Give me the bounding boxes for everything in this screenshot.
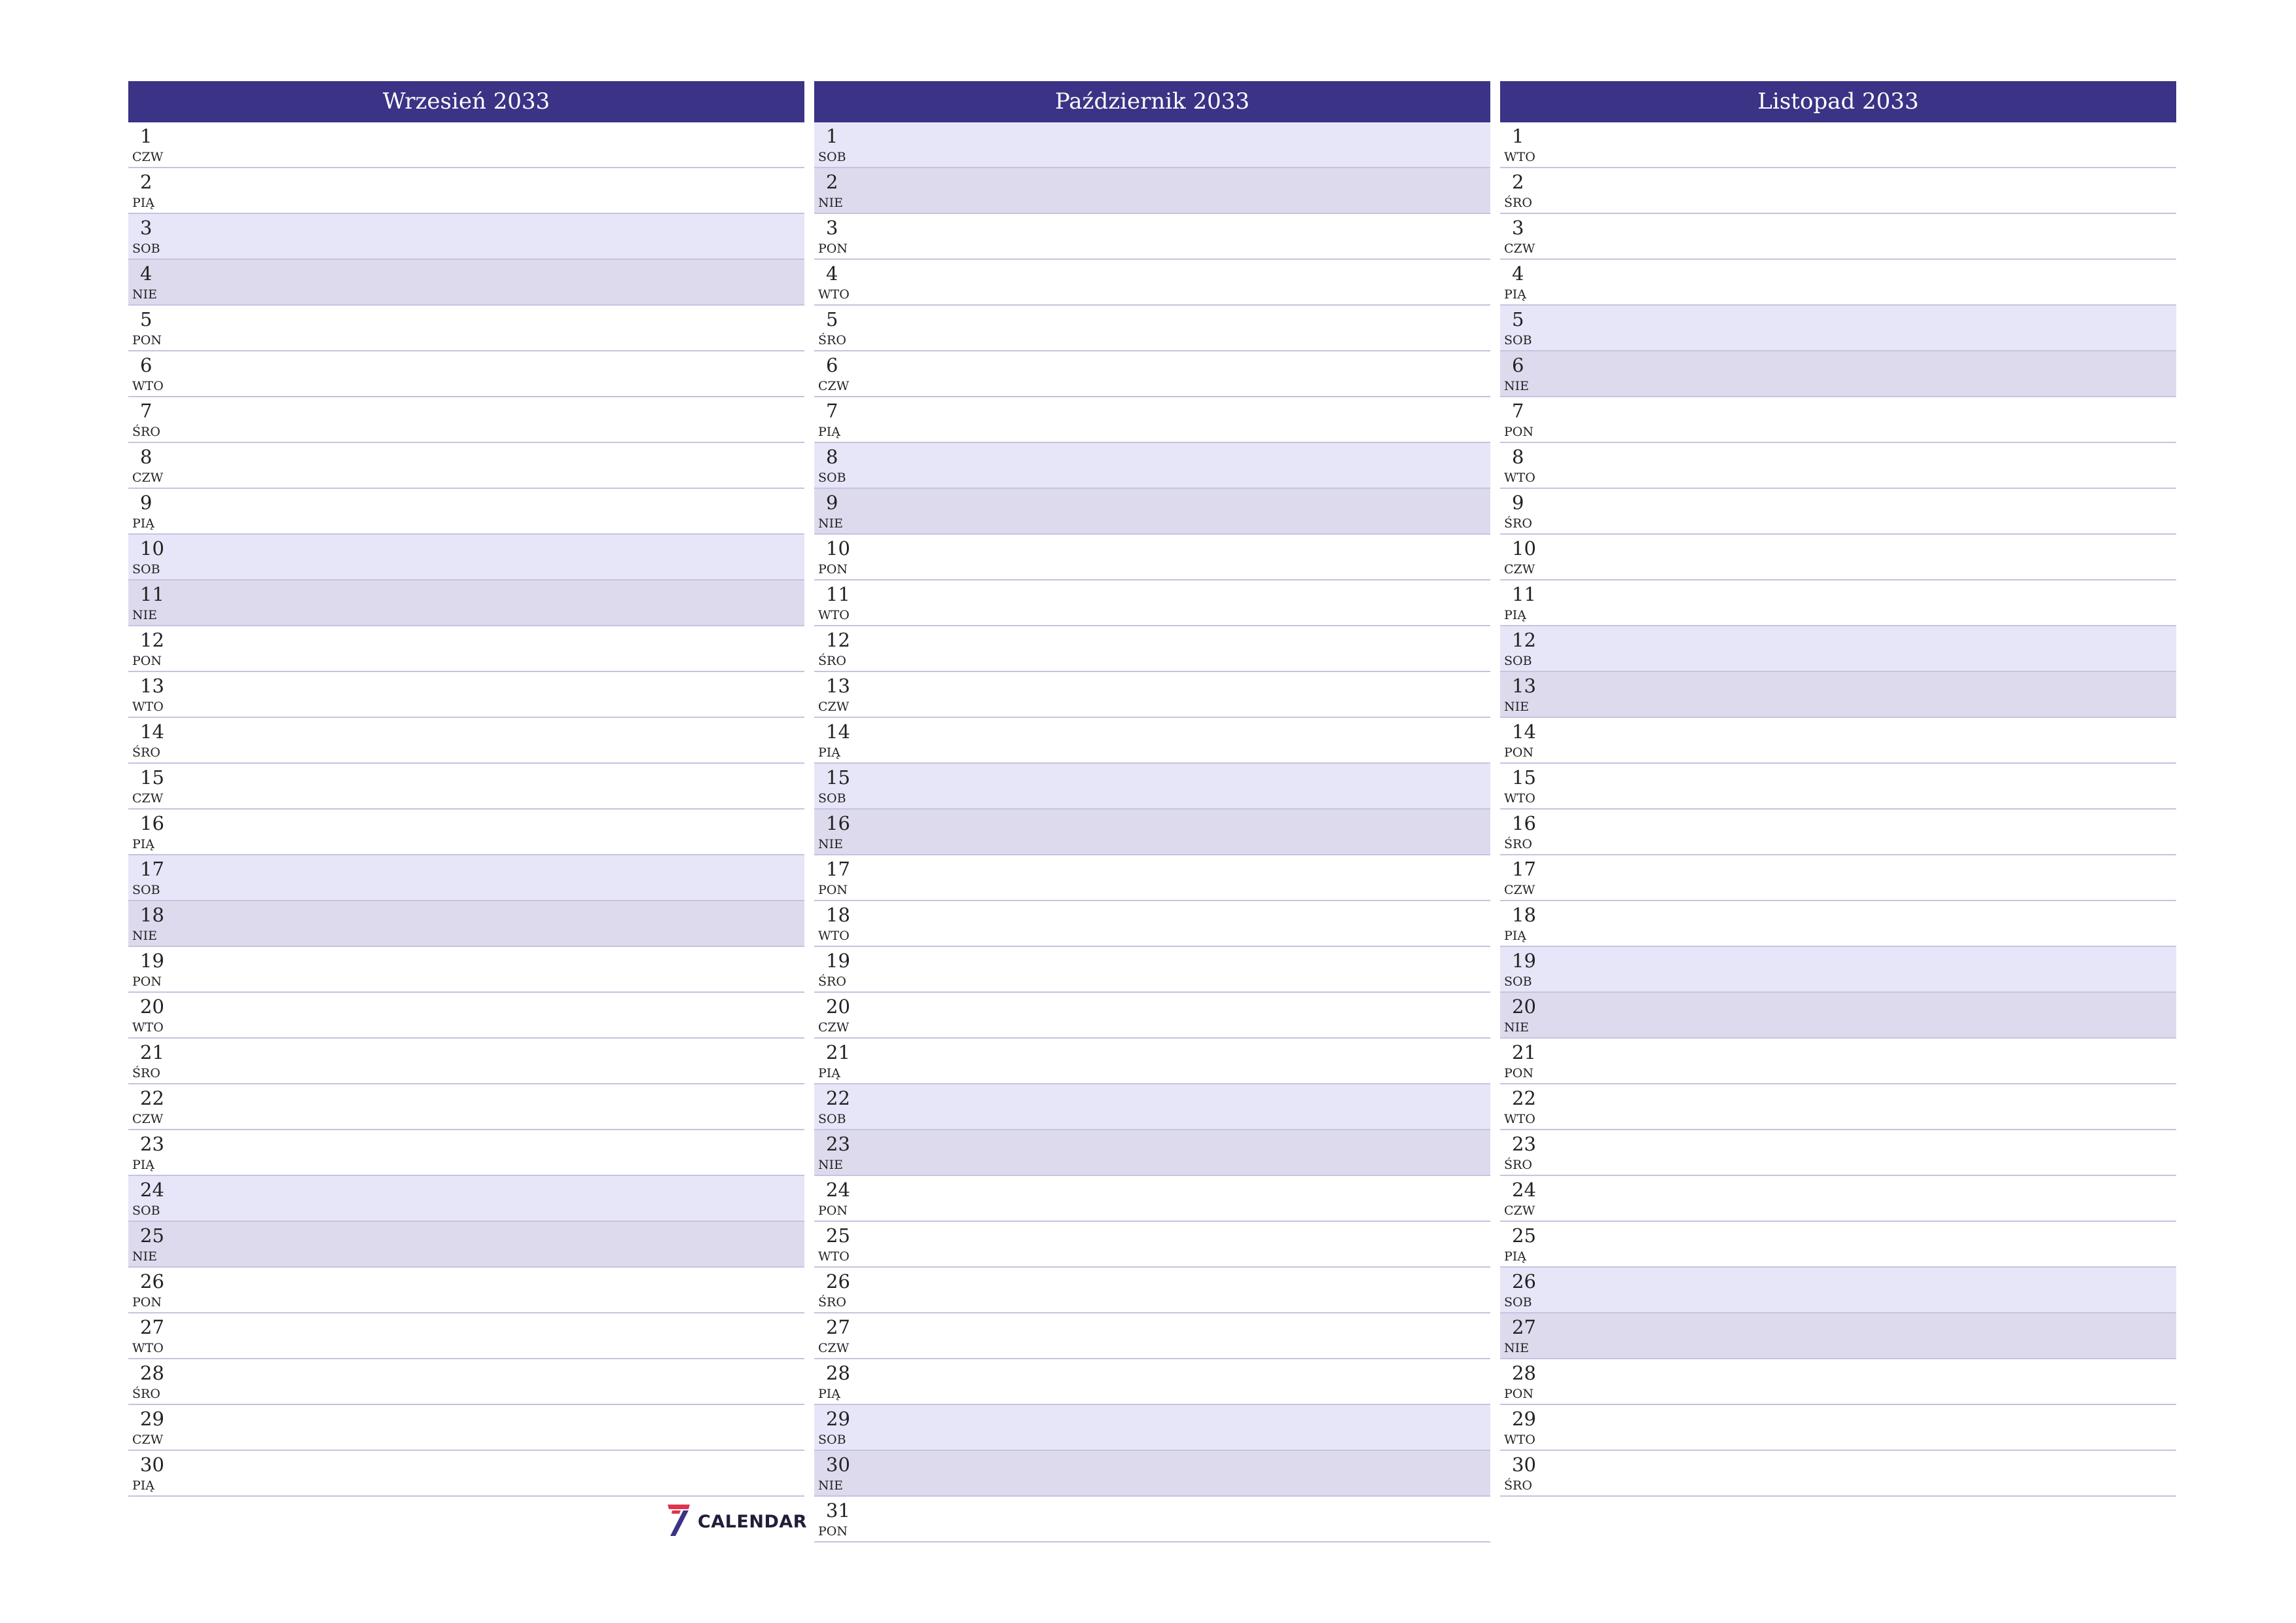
day-number: 23 bbox=[1512, 1133, 1536, 1155]
day-list bbox=[814, 122, 1490, 1543]
day-row[interactable] bbox=[814, 764, 1490, 810]
day-row[interactable] bbox=[128, 1268, 804, 1313]
day-number: 24 bbox=[140, 1179, 164, 1201]
day-number: 10 bbox=[1512, 537, 1536, 560]
day-number: 18 bbox=[140, 904, 164, 926]
day-number: 7 bbox=[1512, 400, 1524, 422]
day-number: 25 bbox=[826, 1224, 850, 1247]
day-row[interactable] bbox=[1500, 1130, 2176, 1176]
day-of-week: ŚRO bbox=[132, 745, 160, 760]
day-of-week: ŚRO bbox=[132, 1066, 160, 1080]
day-of-week: NIE bbox=[818, 1158, 843, 1172]
day-number: 2 bbox=[826, 171, 838, 193]
day-row[interactable] bbox=[1500, 810, 2176, 855]
day-of-week: WTO bbox=[132, 700, 164, 714]
day-of-week: ŚRO bbox=[1504, 1158, 1532, 1172]
day-number: 5 bbox=[1512, 308, 1524, 330]
day-number: 24 bbox=[1512, 1179, 1536, 1201]
day-number: 18 bbox=[1512, 904, 1536, 926]
day-number: 22 bbox=[826, 1087, 850, 1109]
brand-logo[interactable] bbox=[666, 1503, 807, 1540]
day-of-week: WTO bbox=[132, 379, 164, 393]
day-of-week: PON bbox=[132, 1295, 162, 1310]
day-number: 17 bbox=[826, 858, 850, 880]
day-number: 8 bbox=[826, 446, 838, 468]
day-number: 15 bbox=[826, 766, 850, 789]
day-number: 1 bbox=[1512, 125, 1524, 147]
day-number: 13 bbox=[1512, 675, 1536, 697]
day-of-week: CZW bbox=[1504, 883, 1535, 897]
month-column-september bbox=[128, 81, 804, 1543]
day-number: 15 bbox=[140, 766, 164, 789]
day-row[interactable] bbox=[814, 535, 1490, 580]
day-row[interactable] bbox=[1500, 855, 2176, 901]
day-row[interactable] bbox=[1500, 1176, 2176, 1222]
day-row[interactable] bbox=[1500, 1039, 2176, 1084]
day-of-week: PON bbox=[818, 241, 848, 256]
day-row[interactable] bbox=[814, 901, 1490, 947]
day-number: 27 bbox=[1512, 1316, 1536, 1338]
day-row[interactable] bbox=[128, 626, 804, 672]
day-number: 5 bbox=[140, 308, 152, 330]
day-row[interactable] bbox=[814, 168, 1490, 214]
day-number: 27 bbox=[826, 1316, 850, 1338]
day-of-week: PON bbox=[818, 883, 848, 897]
day-row[interactable] bbox=[128, 1130, 804, 1176]
day-row[interactable] bbox=[814, 397, 1490, 443]
day-row[interactable] bbox=[128, 764, 804, 810]
day-number: 7 bbox=[140, 400, 152, 422]
day-list bbox=[1500, 122, 2176, 1497]
month-title: Październik 2033 bbox=[814, 81, 1490, 122]
day-number: 19 bbox=[1512, 950, 1536, 972]
day-row[interactable] bbox=[128, 672, 804, 718]
day-of-week: PIĄ bbox=[132, 1158, 155, 1172]
day-number: 24 bbox=[826, 1179, 850, 1201]
day-row[interactable] bbox=[128, 1222, 804, 1268]
day-number: 12 bbox=[140, 629, 164, 651]
day-number: 6 bbox=[140, 354, 152, 376]
day-of-week: PON bbox=[132, 333, 162, 348]
day-of-week: PON bbox=[1504, 425, 1534, 439]
day-number: 15 bbox=[1512, 766, 1536, 789]
day-of-week: ŚRO bbox=[1504, 1478, 1532, 1493]
day-row[interactable] bbox=[128, 397, 804, 443]
day-of-week: CZW bbox=[132, 471, 164, 485]
day-of-week: CZW bbox=[818, 700, 850, 714]
day-number: 22 bbox=[140, 1087, 164, 1109]
month-column-october bbox=[814, 81, 1490, 1543]
day-number: 1 bbox=[826, 125, 838, 147]
day-row[interactable] bbox=[1500, 993, 2176, 1039]
day-row[interactable] bbox=[1500, 489, 2176, 535]
day-of-week: CZW bbox=[818, 379, 850, 393]
day-number: 4 bbox=[140, 262, 152, 285]
day-row[interactable] bbox=[128, 855, 804, 901]
day-row[interactable] bbox=[1500, 397, 2176, 443]
day-of-week: PIĄ bbox=[1504, 929, 1527, 943]
day-row[interactable] bbox=[128, 168, 804, 214]
day-of-week: PIĄ bbox=[132, 516, 155, 531]
day-number: 14 bbox=[826, 721, 850, 743]
day-row[interactable] bbox=[814, 1313, 1490, 1359]
day-number: 28 bbox=[140, 1362, 164, 1384]
day-of-week: CZW bbox=[1504, 1204, 1535, 1218]
day-of-week: SOB bbox=[818, 150, 846, 164]
day-number: 8 bbox=[140, 446, 152, 468]
day-row[interactable] bbox=[128, 260, 804, 306]
day-row[interactable] bbox=[1500, 718, 2176, 764]
day-of-week: CZW bbox=[132, 1112, 164, 1126]
day-number: 4 bbox=[1512, 262, 1524, 285]
day-row[interactable] bbox=[128, 1039, 804, 1084]
day-number: 11 bbox=[140, 583, 164, 605]
day-row[interactable] bbox=[128, 580, 804, 626]
day-of-week: SOB bbox=[132, 241, 160, 256]
day-of-week: CZW bbox=[132, 150, 164, 164]
day-number: 23 bbox=[826, 1133, 850, 1155]
day-number: 21 bbox=[1512, 1041, 1536, 1063]
day-row[interactable] bbox=[814, 1451, 1490, 1497]
day-of-week: CZW bbox=[818, 1020, 850, 1035]
day-of-week: CZW bbox=[132, 1433, 164, 1447]
day-number: 2 bbox=[140, 171, 152, 193]
day-number: 3 bbox=[826, 217, 838, 239]
day-row[interactable] bbox=[128, 489, 804, 535]
day-of-week: PON bbox=[132, 654, 162, 668]
day-row[interactable] bbox=[128, 443, 804, 489]
day-of-week: NIE bbox=[818, 837, 843, 851]
day-row[interactable] bbox=[814, 993, 1490, 1039]
day-number: 20 bbox=[1512, 995, 1536, 1018]
day-row[interactable] bbox=[1500, 1084, 2176, 1130]
day-number: 28 bbox=[1512, 1362, 1536, 1384]
day-of-week: PON bbox=[818, 562, 848, 577]
day-of-week: NIE bbox=[132, 929, 157, 943]
seven-logo-icon bbox=[666, 1503, 691, 1540]
day-of-week: PON bbox=[1504, 1066, 1534, 1080]
day-number: 29 bbox=[1512, 1408, 1536, 1430]
day-row[interactable] bbox=[814, 1268, 1490, 1313]
day-number: 31 bbox=[826, 1499, 850, 1522]
day-number: 6 bbox=[1512, 354, 1524, 376]
day-row[interactable] bbox=[1500, 1359, 2176, 1405]
month-title: Wrzesień 2033 bbox=[128, 81, 804, 122]
day-of-week: PIĄ bbox=[1504, 1249, 1527, 1264]
day-number: 14 bbox=[140, 721, 164, 743]
day-of-week: NIE bbox=[818, 1478, 843, 1493]
day-row[interactable] bbox=[1500, 764, 2176, 810]
day-of-week: WTO bbox=[132, 1341, 164, 1355]
day-row[interactable] bbox=[1500, 260, 2176, 306]
day-number: 19 bbox=[140, 950, 164, 972]
day-number: 26 bbox=[826, 1270, 850, 1293]
day-of-week: NIE bbox=[1504, 1020, 1529, 1035]
day-number: 21 bbox=[140, 1041, 164, 1063]
day-number: 5 bbox=[826, 308, 838, 330]
day-of-week: WTO bbox=[132, 1020, 164, 1035]
day-number: 10 bbox=[826, 537, 850, 560]
month-title: Listopad 2033 bbox=[1500, 81, 2176, 122]
day-row[interactable] bbox=[814, 580, 1490, 626]
day-row[interactable] bbox=[128, 1405, 804, 1451]
day-row[interactable] bbox=[1500, 580, 2176, 626]
day-row[interactable] bbox=[814, 855, 1490, 901]
day-row[interactable] bbox=[128, 718, 804, 764]
day-number: 1 bbox=[140, 125, 152, 147]
day-row[interactable] bbox=[814, 1222, 1490, 1268]
day-of-week: PIĄ bbox=[132, 1478, 155, 1493]
month-column-november bbox=[1500, 81, 2176, 1543]
day-row[interactable] bbox=[814, 672, 1490, 718]
day-number: 10 bbox=[140, 537, 164, 560]
day-of-week: PON bbox=[818, 1524, 848, 1539]
calendar-columns bbox=[128, 81, 2176, 1543]
day-of-week: CZW bbox=[1504, 562, 1535, 577]
day-number: 11 bbox=[1512, 583, 1536, 605]
day-row[interactable] bbox=[814, 489, 1490, 535]
day-number: 3 bbox=[1512, 217, 1524, 239]
day-number: 21 bbox=[826, 1041, 850, 1063]
day-row[interactable] bbox=[814, 1359, 1490, 1405]
day-of-week: WTO bbox=[1504, 1112, 1535, 1126]
day-number: 22 bbox=[1512, 1087, 1536, 1109]
day-row[interactable] bbox=[1500, 443, 2176, 489]
day-of-week: SOB bbox=[1504, 333, 1532, 348]
day-number: 12 bbox=[1512, 629, 1536, 651]
logo-text: CALENDAR bbox=[698, 1511, 808, 1532]
day-number: 25 bbox=[140, 1224, 164, 1247]
day-row[interactable] bbox=[814, 306, 1490, 351]
day-row[interactable] bbox=[1500, 535, 2176, 580]
day-number: 6 bbox=[826, 354, 838, 376]
day-row[interactable] bbox=[814, 947, 1490, 993]
day-row[interactable] bbox=[1500, 1222, 2176, 1268]
day-of-week: PIĄ bbox=[818, 1066, 841, 1080]
day-number: 29 bbox=[140, 1408, 164, 1430]
day-row[interactable] bbox=[814, 1176, 1490, 1222]
day-of-week: SOB bbox=[1504, 1295, 1532, 1310]
day-row[interactable] bbox=[128, 810, 804, 855]
day-of-week: CZW bbox=[1504, 241, 1535, 256]
day-row[interactable] bbox=[814, 626, 1490, 672]
day-number: 16 bbox=[826, 812, 850, 834]
day-of-week: ŚRO bbox=[132, 425, 160, 439]
day-of-week: SOB bbox=[818, 791, 846, 806]
day-number: 19 bbox=[826, 950, 850, 972]
day-row[interactable] bbox=[1500, 901, 2176, 947]
day-row[interactable] bbox=[1500, 672, 2176, 718]
day-number: 30 bbox=[140, 1454, 164, 1476]
day-of-week: PIĄ bbox=[818, 1387, 841, 1401]
day-row[interactable] bbox=[128, 1313, 804, 1359]
day-number: 26 bbox=[1512, 1270, 1536, 1293]
day-of-week: NIE bbox=[818, 516, 843, 531]
day-list bbox=[128, 122, 804, 1497]
day-row[interactable] bbox=[128, 993, 804, 1039]
day-row[interactable] bbox=[814, 1497, 1490, 1543]
day-row[interactable] bbox=[128, 1084, 804, 1130]
day-number: 18 bbox=[826, 904, 850, 926]
day-row[interactable] bbox=[814, 122, 1490, 168]
day-number: 4 bbox=[826, 262, 838, 285]
day-number: 9 bbox=[140, 491, 152, 514]
day-row[interactable] bbox=[814, 810, 1490, 855]
day-number: 17 bbox=[140, 858, 164, 880]
day-of-week: PIĄ bbox=[818, 745, 841, 760]
day-of-week: PON bbox=[818, 1204, 848, 1218]
day-number: 30 bbox=[826, 1454, 850, 1476]
day-row[interactable] bbox=[1500, 122, 2176, 168]
day-of-week: PON bbox=[132, 974, 162, 989]
day-row[interactable] bbox=[814, 1405, 1490, 1451]
day-row[interactable] bbox=[1500, 306, 2176, 351]
day-number: 16 bbox=[140, 812, 164, 834]
day-row[interactable] bbox=[1500, 1451, 2176, 1497]
day-of-week: CZW bbox=[132, 791, 164, 806]
day-number: 20 bbox=[826, 995, 850, 1018]
day-of-week: ŚRO bbox=[1504, 837, 1532, 851]
day-number: 27 bbox=[140, 1316, 164, 1338]
day-of-week: SOB bbox=[818, 1112, 846, 1126]
day-of-week: PIĄ bbox=[1504, 287, 1527, 302]
day-number: 28 bbox=[826, 1362, 850, 1384]
day-row[interactable] bbox=[128, 351, 804, 397]
day-row[interactable] bbox=[1500, 168, 2176, 214]
day-of-week: WTO bbox=[818, 608, 850, 622]
day-of-week: ŚRO bbox=[818, 654, 846, 668]
day-row[interactable] bbox=[814, 718, 1490, 764]
day-row[interactable] bbox=[1500, 626, 2176, 672]
day-of-week: PIĄ bbox=[132, 196, 155, 210]
day-of-week: PON bbox=[1504, 1387, 1534, 1401]
day-of-week: SOB bbox=[132, 883, 160, 897]
day-of-week: PIĄ bbox=[132, 837, 155, 851]
day-row[interactable] bbox=[1500, 1405, 2176, 1451]
day-of-week: SOB bbox=[818, 1433, 846, 1447]
day-number: 3 bbox=[140, 217, 152, 239]
day-number: 17 bbox=[1512, 858, 1536, 880]
day-of-week: SOB bbox=[1504, 654, 1532, 668]
day-row[interactable] bbox=[814, 1084, 1490, 1130]
day-row[interactable] bbox=[128, 1359, 804, 1405]
day-of-week: ŚRO bbox=[1504, 516, 1532, 531]
day-of-week: SOB bbox=[132, 562, 160, 577]
day-of-week: NIE bbox=[132, 608, 157, 622]
day-of-week: NIE bbox=[1504, 700, 1529, 714]
day-of-week: PIĄ bbox=[1504, 608, 1527, 622]
day-of-week: SOB bbox=[132, 1204, 160, 1218]
day-number: 30 bbox=[1512, 1454, 1536, 1476]
day-of-week: WTO bbox=[1504, 791, 1535, 806]
day-of-week: PON bbox=[1504, 745, 1534, 760]
day-of-week: NIE bbox=[818, 196, 843, 210]
day-number: 13 bbox=[140, 675, 164, 697]
day-number: 11 bbox=[826, 583, 850, 605]
day-row[interactable] bbox=[128, 1176, 804, 1222]
day-of-week: WTO bbox=[1504, 150, 1535, 164]
day-number: 9 bbox=[826, 491, 838, 514]
day-number: 16 bbox=[1512, 812, 1536, 834]
day-of-week: NIE bbox=[1504, 1341, 1529, 1355]
day-of-week: ŚRO bbox=[132, 1387, 160, 1401]
day-number: 26 bbox=[140, 1270, 164, 1293]
day-row[interactable] bbox=[814, 351, 1490, 397]
day-number: 20 bbox=[140, 995, 164, 1018]
day-row[interactable] bbox=[1500, 214, 2176, 260]
day-of-week: WTO bbox=[1504, 471, 1535, 485]
day-row[interactable] bbox=[128, 214, 804, 260]
day-of-week: NIE bbox=[1504, 379, 1529, 393]
day-of-week: NIE bbox=[132, 1249, 157, 1264]
day-number: 14 bbox=[1512, 721, 1536, 743]
day-number: 25 bbox=[1512, 1224, 1536, 1247]
day-row[interactable] bbox=[1500, 351, 2176, 397]
day-number: 8 bbox=[1512, 446, 1524, 468]
day-row[interactable] bbox=[814, 214, 1490, 260]
day-row[interactable] bbox=[814, 1130, 1490, 1176]
day-of-week: WTO bbox=[818, 1249, 850, 1264]
day-of-week: SOB bbox=[1504, 974, 1532, 989]
day-of-week: ŚRO bbox=[818, 1295, 846, 1310]
day-row[interactable] bbox=[128, 122, 804, 168]
day-row[interactable] bbox=[814, 260, 1490, 306]
day-of-week: SOB bbox=[818, 471, 846, 485]
day-of-week: CZW bbox=[818, 1341, 850, 1355]
day-row[interactable] bbox=[1500, 1268, 2176, 1313]
day-number: 13 bbox=[826, 675, 850, 697]
day-row[interactable] bbox=[128, 901, 804, 947]
day-row[interactable] bbox=[1500, 947, 2176, 993]
day-of-week: ŚRO bbox=[1504, 196, 1532, 210]
day-number: 23 bbox=[140, 1133, 164, 1155]
day-row[interactable] bbox=[128, 1451, 804, 1497]
day-row[interactable] bbox=[128, 535, 804, 580]
day-number: 2 bbox=[1512, 171, 1524, 193]
day-of-week: WTO bbox=[1504, 1433, 1535, 1447]
day-number: 9 bbox=[1512, 491, 1524, 514]
day-of-week: ŚRO bbox=[818, 333, 846, 348]
day-of-week: WTO bbox=[818, 287, 850, 302]
day-row[interactable] bbox=[128, 947, 804, 993]
day-row[interactable] bbox=[1500, 1313, 2176, 1359]
day-row[interactable] bbox=[814, 443, 1490, 489]
day-number: 12 bbox=[826, 629, 850, 651]
day-of-week: PIĄ bbox=[818, 425, 841, 439]
day-number: 7 bbox=[826, 400, 838, 422]
day-of-week: WTO bbox=[818, 929, 850, 943]
day-number: 29 bbox=[826, 1408, 850, 1430]
day-of-week: NIE bbox=[132, 287, 157, 302]
day-row[interactable] bbox=[814, 1039, 1490, 1084]
day-row[interactable] bbox=[128, 306, 804, 351]
day-of-week: ŚRO bbox=[818, 974, 846, 989]
